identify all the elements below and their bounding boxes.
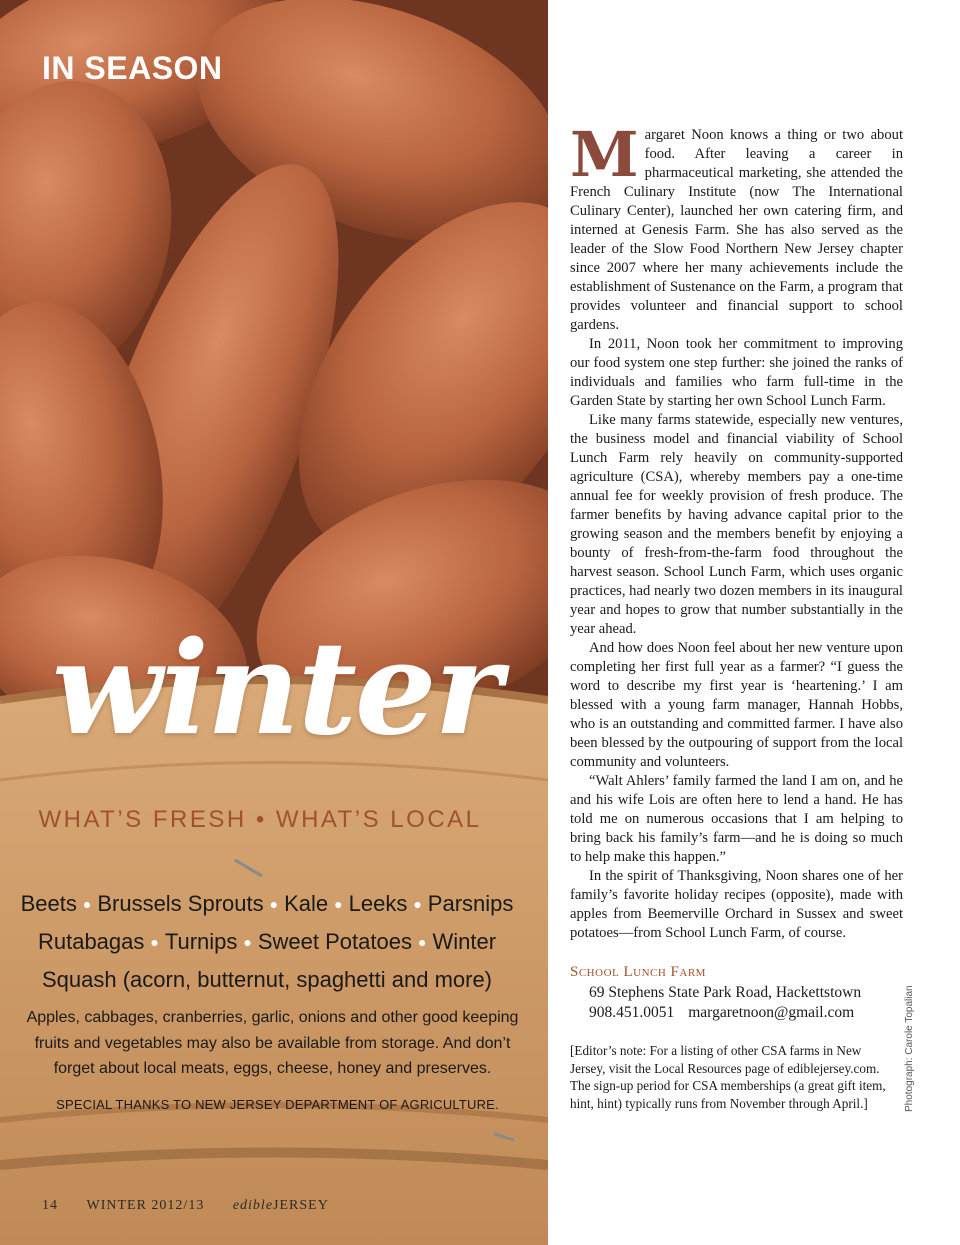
issue-date: WINTER 2012/13: [86, 1198, 205, 1213]
produce-note: Apples, cabbages, cranberries, garlic, onions and other good keeping fruits and vegetables may also be available from storage. And don’t forget about local meats, eggs, cheese, honey and preserves.: [26, 1009, 519, 1077]
page-number: 14: [42, 1198, 58, 1213]
feature-title: winter: [52, 614, 500, 764]
produce-item: Beets: [20, 891, 77, 916]
article-paragraph: [570, 118, 903, 335]
acknowledgement: SPECIAL THANKS TO NEW JERSEY DEPARTMENT OF AGRICULTURE.: [56, 1097, 499, 1112]
produce-item: Sweet Potatoes: [257, 929, 412, 954]
article-paragraph: Like many farms statewide, especially new ventures, the business model and financial viability of School Lunch Farm rely heavily on community-supported agriculture (CSA), whereby members pay a one-time annual fee for weekly provision of fresh produce. The farmer benefits by having advance capital prior to the growing season and the members benefit by enjoying a bounty of fresh-from-the-farm food throughout the harvest season. School Lunch Farm, which uses organic practices, had nearly two dozen members in its inaugural year and hopes to grow that number substantially in the year ahead.: [570, 412, 903, 637]
drop-cap: M: [570, 118, 639, 191]
farm-phone-email: [570, 1003, 910, 1023]
article-body: [570, 118, 903, 943]
produce-item: Brussels Sprouts: [97, 891, 264, 916]
produce-item: Parsnips: [427, 891, 514, 916]
article-paragraph-text: argaret Noon knows a thing or two about food. After leaving a career in pharmaceutical marketing, she attended the French Culinary Institute (now The International Culinary Center), launched her own catering firm, and interned at Genesis Farm. She has also served as the leader of the Slow Food Northern New Jersey chapter since 2007 where her many achievements include the establishment of Sustenance on the Farm, a program that provides volunteer and financial support to school gardens.: [570, 127, 903, 333]
produce-item: Squash (acorn, butternut, spaghetti and more): [41, 967, 493, 992]
publication-name-caps: JERSEY: [273, 1198, 329, 1213]
article-paragraph: In 2011, Noon took her commitment to improving our food system one step further: she joined the ranks of individuals and families who farm full-time in the Garden State by starting her own School Lunch Farm.: [570, 336, 903, 409]
produce-item: Leeks: [348, 891, 408, 916]
section-label: IN SEASON: [42, 50, 223, 86]
publication-name-italic: edible: [232, 1198, 274, 1213]
produce-list: [12, 885, 522, 999]
farm-email: margaretnoon@gmail.com: [688, 1004, 855, 1021]
produce-item: Kale: [284, 891, 329, 916]
produce-item: Rutabagas: [37, 929, 145, 954]
produce-item: Turnips: [164, 929, 238, 954]
farm-phone: 908.451.0051: [589, 1004, 675, 1021]
editor-note: [Editor’s note: For a listing of other CSA farms in New Jersey, visit the Local Resources page of ediblejersey.com. The sign-up period for CSA memberships (a great gift item, hint, hint) typically runs from November through April.]: [570, 1043, 886, 1111]
article-paragraph: “Walt Ahlers’ family farmed the land I am on, and he and his wife Lois are often here to lend a hand. He has told me on numerous occasions that I am helping to bring back his family’s farm—and he is doing so much to help make this happen.”: [570, 773, 903, 865]
feature-subhead: WHAT’S FRESH • WHAT’S LOCAL: [38, 806, 482, 833]
article-paragraph: In the spirit of Thanksgiving, Noon shares one of her family’s favorite holiday recipes (opposite), made with apples from Beemerville Orchard in Sussex and sweet potatoes—from School Lunch Farm, of course.: [570, 868, 903, 941]
bullet-icon: ●: [417, 934, 427, 950]
produce-item: Winter: [432, 929, 497, 954]
bullet-icon: ●: [243, 934, 252, 950]
article-paragraph: And how does Noon feel about her new venture upon completing her first full year as a farmer? “I guess the word to describe my first year is ‘heartening.’ I am blessed with a young farm manager, Hannah Hobbs, who is an outstanding and committed farmer. I have also been blessed by the outpouring of support from the local community and volunteers.: [570, 640, 903, 770]
bullet-icon: ●: [82, 896, 92, 912]
photo-credit: Photograph: Carole Topalian: [904, 985, 915, 1112]
farm-contact: [570, 964, 910, 1023]
bullet-icon: ●: [334, 896, 343, 912]
farm-name: School Lunch Farm: [570, 964, 706, 980]
bullet-icon: ●: [269, 896, 279, 912]
bullet-icon: ●: [413, 896, 422, 912]
page-folio: [42, 1198, 329, 1214]
bullet-icon: ●: [150, 934, 159, 950]
farm-address: 69 Stephens State Park Road, Hackettstown: [589, 984, 862, 1001]
